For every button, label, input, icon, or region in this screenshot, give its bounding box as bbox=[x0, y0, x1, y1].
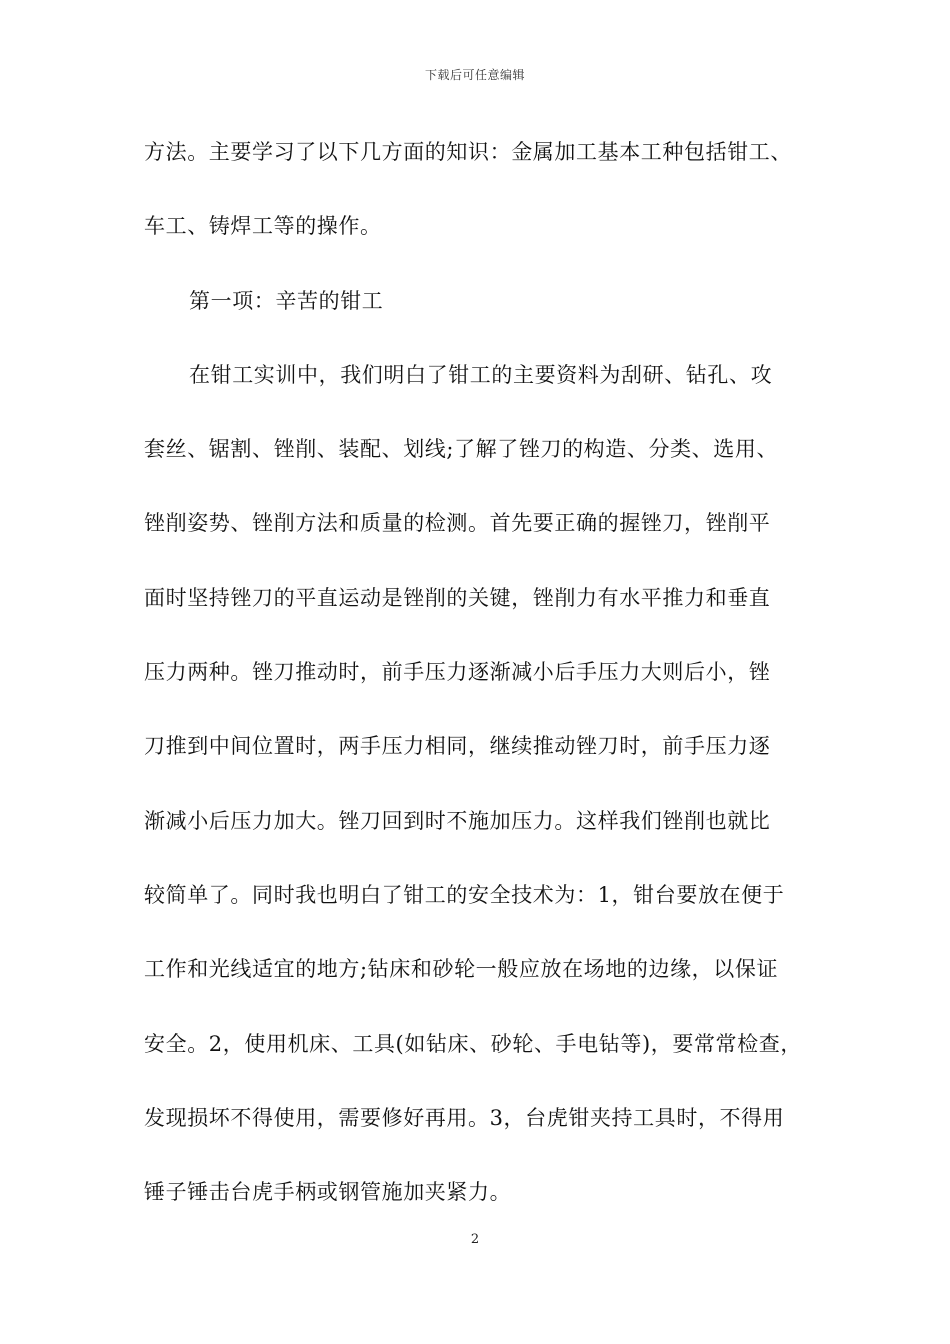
paragraph-line: 面时坚持锉刀的平直运动是锉削的关键，锉削力有水平推力和垂直 bbox=[144, 585, 771, 610]
paragraph-line: 渐减小后压力加大。锉刀回到时不施加压力。这样我们锉削也就比 bbox=[144, 808, 771, 833]
paragraph-line: 在钳工实训中，我们明白了钳工的主要资料为刮研、钻孔、攻 bbox=[189, 362, 773, 387]
paragraph-line: 锉削姿势、锉削方法和质量的检测。首先要正确的握锉刀，锉削平 bbox=[144, 511, 771, 536]
paragraph-line: 压力两种。锉刀推动时，前手压力逐渐减小后手压力大则后小，锉 bbox=[144, 660, 771, 685]
paragraph-line: 车工、铸焊工等的操作。 bbox=[144, 214, 382, 239]
paragraph-line: 安全。2，使用机床、工具(如钻床、砂轮、手电钻等)，要常常检查， bbox=[144, 1031, 802, 1056]
section-heading: 第一项：辛苦的钳工 bbox=[189, 288, 384, 313]
paragraph-line: 锤子锤击台虎手柄或钢管施加夹紧力。 bbox=[144, 1180, 512, 1205]
paragraph-line: 工作和光线适宜的地方;钻床和砂轮一般应放在场地的边缘，以保证 bbox=[144, 957, 779, 982]
paragraph-line: 套丝、锯割、锉削、装配、划线;了解了锉刀的构造、分类、选用、 bbox=[144, 437, 779, 462]
page-number: 2 bbox=[470, 1232, 480, 1247]
paragraph-line: 刀推到中间位置时，两手压力相同，继续推动锉刀时，前手压力逐 bbox=[144, 734, 771, 759]
paragraph-line: 方法。主要学习了以下几方面的知识：金属加工基本工种包括钳工、 bbox=[144, 140, 792, 164]
paragraph-line: 较简单了。同时我也明白了钳工的安全技术为：1，钳台要放在便于 bbox=[144, 882, 785, 907]
paragraph-line: 发现损坏不得使用，需要修好再用。3，台虎钳夹持工具时，不得用 bbox=[144, 1105, 785, 1130]
document-body bbox=[144, 122, 844, 1236]
page-header: 下载后可任意编辑 bbox=[424, 68, 525, 82]
